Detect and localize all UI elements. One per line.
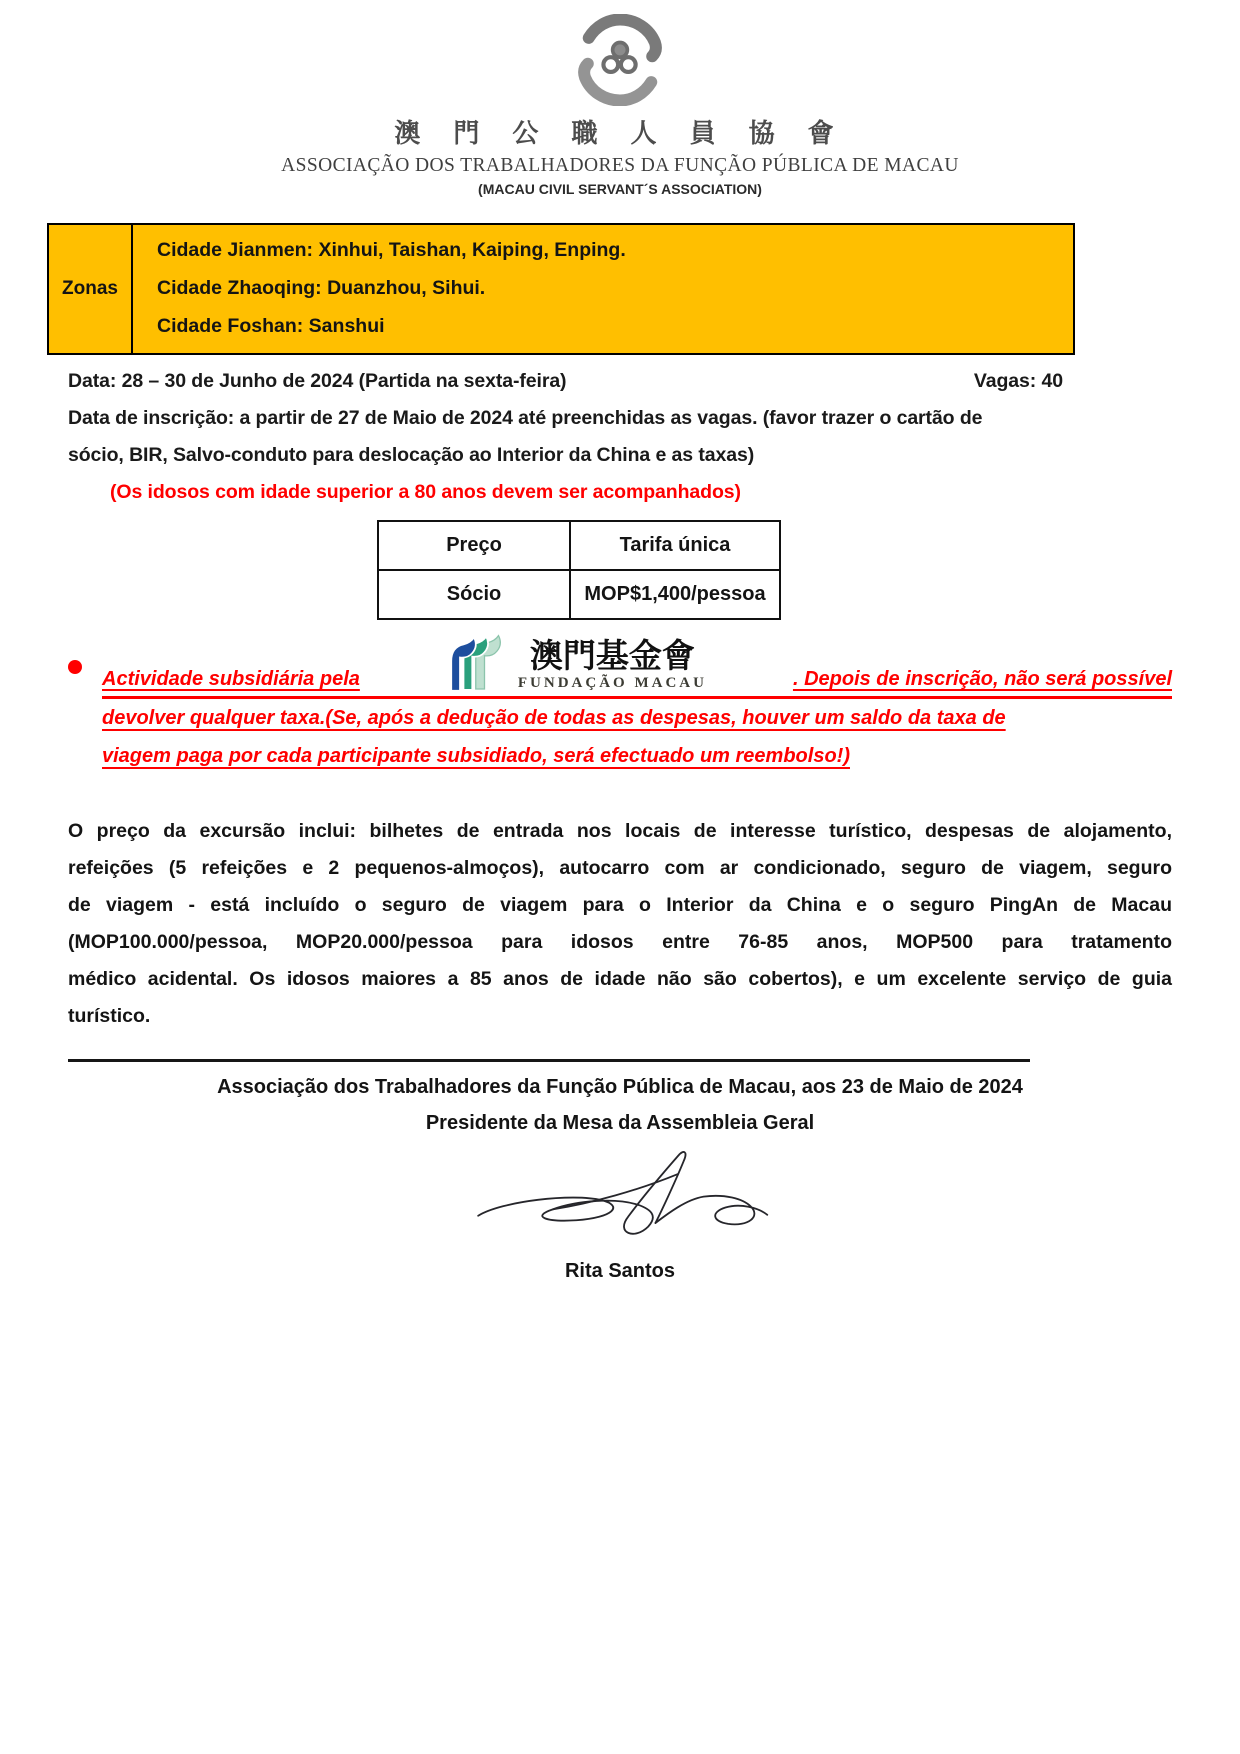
price-table [377, 520, 781, 620]
fundacao-macau-wordmark [517, 636, 707, 692]
document-body [0, 363, 1240, 1283]
handwritten-signature [455, 1143, 785, 1243]
signature-area [68, 1143, 1172, 1248]
paragraph-line-5: médico acidental. Os idosos maiores a 85 anos de idade não são cobertos), e um excelente serviço de guia [68, 968, 1172, 990]
paragraph-line-3: de viagem - está incluído o seguro de viagem para o Interior da China e o seguro PingAn de Macau [68, 894, 1172, 916]
zones-row-jianmen: Cidade Jianmen: Xinhui, Taishan, Kaiping, Enping. [157, 239, 626, 261]
tour-price-paragraph [68, 813, 1172, 1035]
paragraph-line-4: (MOP100.000/pessoa, MOP20.000/pessoa para idosos entre 76-85 anos, MOP500 para tratamento [68, 931, 1172, 953]
zones-label-cell: Zonas [49, 225, 133, 353]
price-table-data-row [378, 570, 780, 619]
subsidy-line-2: devolver qualquer taxa.(Se, após a dedução de todas as despesas, houver um saldo da taxa de [102, 707, 1006, 729]
paragraph-line-6: turístico. [68, 1005, 151, 1027]
registration-line-1: Data de inscrição: a partir de 27 de Maio de 2024 até preenchidas as vagas. (favor trazer o cartão de [68, 407, 983, 429]
vacancies-label: Vagas: 40 [973, 370, 1063, 392]
subsidy-line-1 [102, 630, 1172, 699]
fundacao-macau-portuguese: FUNDAÇÃO MACAU [517, 675, 707, 691]
fundacao-macau-chinese: 澳門基金會 [529, 636, 695, 676]
signature-divider-line [68, 1059, 1030, 1062]
elderly-notice: (Os idosos com idade superior a 80 anos devem ser acompanhados) [110, 481, 741, 503]
association-title-chinese: 澳 門 公 職 人 員 協 會 [394, 119, 846, 149]
association-emblem-icon [574, 14, 666, 111]
paragraph-line-2: refeições (5 refeições e 2 pequenos-almoços), autocarro com ar condicionado, seguro de viagem, seguro [68, 857, 1172, 879]
price-header-cell: Preço [378, 521, 570, 570]
subsidy-text-after-logo: . Depois de inscrição, não será possível [792, 668, 1172, 690]
date-vacancies-row [68, 363, 1063, 400]
price-table-header-row [378, 521, 780, 570]
zones-row-foshan: Cidade Foshan: Sanshui [157, 315, 385, 337]
trip-date-line: Data: 28 – 30 de Junho de 2024 (Partida na sexta-feira) [68, 370, 567, 392]
registration-line-2: sócio, BIR, Salvo-conduto para deslocação ao Interior da China e as taxas) [68, 444, 755, 466]
association-title-english: (MACAU CIVIL SERVANT´S ASSOCIATION) [478, 181, 762, 197]
zones-row-zhaoqing: Cidade Zhaoqing: Duanzhou, Sihui. [157, 277, 486, 299]
paragraph-line-1: O preço da excursão inclui: bilhetes de entrada nos locais de interesse turístico, despesas de alojamento, [68, 820, 1172, 842]
tariff-header-cell: Tarifa única [570, 521, 780, 570]
bullet-cell [68, 630, 102, 699]
zones-table [47, 223, 1075, 355]
subsidy-text-before-logo: Actividade subsidiária pela [102, 668, 360, 690]
zones-content-cell [133, 225, 1073, 353]
member-price-cell: MOP$1,400/pessoa [570, 570, 780, 619]
association-title-portuguese: ASSOCIAÇÃO DOS TRABALHADORES DA FUNÇÃO PÚBLICA DE MACAU [281, 155, 959, 176]
member-cell: Sócio [378, 570, 570, 619]
subsidy-bullet-row [68, 630, 1172, 699]
subsidy-line-3: viagem paga por cada participante subsidiado, será efectuado um reembolso!) [102, 745, 850, 767]
signer-name: Rita Santos [564, 1260, 676, 1282]
document-header [0, 0, 1240, 197]
president-role-line: Presidente da Mesa da Assembleia Geral [425, 1112, 815, 1134]
bullet-icon [68, 660, 82, 674]
fundacao-macau-logo [446, 630, 707, 692]
fundacao-macau-logo-icon [446, 630, 516, 692]
org-date-line: Associação dos Trabalhadores da Função Pública de Macau, aos 23 de Maio de 2024 [217, 1076, 1023, 1098]
